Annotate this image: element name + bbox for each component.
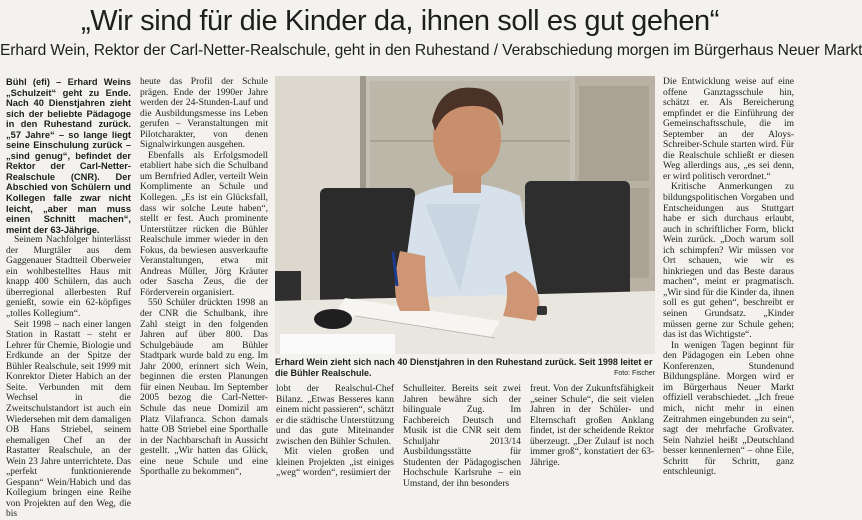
headline: „Wir sind für die Kinder da, ihnen soll es gut gehen“ xyxy=(80,5,720,37)
article-column-5 xyxy=(530,384,654,488)
body-paragraph: Seinem Nachfolger hinterlässt der Murgtäler aus dem Gaggenauer Stadtteil Oberweier ein wohlbestelltes Haus mit knapp 400 Schülern, das auch überregional allerbesten Ruf genießt, sowie ein 62-köpfiges „tolles Kollegium“. xyxy=(6,235,131,320)
body-paragraph: Ebenfalls als Erfolgsmodell etabliert habe sich die Schulband um Bernfried Adler, verteilt Wein Komplimente an Schule und Kollegen. „Es ist ein Glücksfall, dass wir solche Leute haben“, stellt er fest. Auch prominente Unterstützer rücken die Bühler Realschule immer wieder in den Fokus, da bewiesen ausverkaufte Veranstaltungen, etwa mit Andreas Müller, Jörg Kräuter oder Sascha Zeus, die der Förderverein organisiert. xyxy=(140,150,268,298)
body-paragraph: Kritische Anmerkungen zu bildungspolitischen Vorgaben und Entscheidungen aus Stuttgart habe er sich durchaus erlaubt, auch in schriftlicher Form, blickt Wein zurück. „Doch warum soll ich schimpfen? Wir müssen vor Ort schauen, wie wir es hinkriegen und das Beste daraus machen“, meint er pragmatisch. „Wir sind für die Kinder da, ihnen soll es gut gehen“, beschreibt er seinen Grundsatz. „Kinder müssen gerne zur Schule gehen; das ist das Wichtigste“. xyxy=(663,182,794,341)
body-paragraph: 550 Schüler drückten 1998 an der CNR die Schulbank, ihre Zahl steigt in den folgenden Jahren auf über 800. Das Schulgebäude am Bühler Stadtpark wurde bald zu eng. Im Jahr 2000, erinnert sich Wein, beginnen die ersten Planungen für einen Neubau. Im September 2005 bezog die Carl-Netter-Schule das neue Domizil am Platz Vilafranca. Schon damals hatte OB Striebel eine Sporthalle in der Nachbarschaft in Aussicht gestellt. „Wir hatten das Glück, eine neue Schule und eine Sporthalle zu bekommen“, xyxy=(140,298,268,478)
photo-illustration xyxy=(275,76,655,354)
article-column-3 xyxy=(276,384,394,488)
article-column-6 xyxy=(663,77,794,487)
photo-credit: Foto: Fischer xyxy=(614,370,655,377)
body-paragraph: Schulleiter. Bereits seit zwei Jahren bewähre sich der bilinguale Zug. Im Fachbereich Deutsch und Musik ist die CNR seit dem Schuljahr 2013/14 Ausbildungsstätte für Studenten der Pädagogischen Hochschule Karlsruhe – ein Umstand, der ihn besonders xyxy=(403,384,521,489)
body-paragraph: heute das Profil der Schule prägen. Ende der 1990er Jahre werden der 24-Stunden-Lauf und die Ausbildungsmesse ins Leben gerufen – Veranstaltungen mit Pilotcharakter, von denen Signalwirkungen ausgehen. xyxy=(140,77,268,151)
body-paragraph: Die Entwicklung weise auf eine offene Ganztagsschule hin, schätzt er. Als Bereicherung empfindet er die Einführung der Gemeinschaftsschule, die im September an der Aloys-Schreiber-Schule starten wird. Für die Realschule schließt er diesen Weg allerdings aus, „es sei denn, er wird politisch verordnet.“ xyxy=(663,77,794,182)
body-paragraph: Seit 1998 – nach einer langen Station in Rastatt – steht er Lehrer für Chemie, Biologie und Erdkunde an der Spitze der Bühler Realschule, seit 1999 mit Konrektor Dieter Habich an der Seite. Verbunden mit dem Wechsel in die Zweitschulstandort ist auch ein Wiedersehen mit dem damaligen OB Hans Striebel, seinem ehemaligen Chef an der Rastatter Realschule, an der Wein 23 Jahre unterrichtete. Das „perfekt funktionierende Gespann“ Wein/Habich und das Kollegium bringen eine Reihe von Projekten auf den Weg, die bis xyxy=(6,319,131,520)
caption-text: Erhard Wein zieht sich nach 40 Dienstjahren in den Ruhestand zurück. Seit 1998 leitet er die Bühler Realschule. xyxy=(275,357,653,378)
portrait-photo xyxy=(275,76,655,354)
photo-caption xyxy=(275,357,655,379)
article-column-2 xyxy=(140,77,268,487)
article-column-1 xyxy=(6,77,131,520)
body-paragraph: In wenigen Tagen beginnt für den Pädagogen ein Leben ohne Konferenzen, Stundenund Bildungspläne. Morgen wird er im Bürgerhaus Neuer Markt offiziell verabschiedet. „Ich freue mich, nicht mehr in einen Zeitrahmen eingebunden zu sein“, sagt der mehrfache Großvater. Sein Nahziel heißt „Deutschland besser kennenlernen“ – ohne Eile, Schritt für Schritt, ganz entschleunigt. xyxy=(663,340,794,478)
article-column-4 xyxy=(403,384,521,488)
lead-paragraph: Bühl (efi) – Erhard Weins „Schulzeit“ geht zu Ende. Nach 40 Dienstjahren zieht sich der beliebte Pädagoge in den Ruhestand zurück. „57 Jahre“ – so lange liegt seine Einschulung zurück – „sind genug“, befindet der Rektor der Carl-Netter-Realschule (CNR). Der Abschied von Schülern und Kollegen falle zwar nicht leicht, „aber man muss einen Schnitt machen“, meint der 63-Jährige. xyxy=(6,77,131,235)
body-paragraph: freut. Von der Zukunftsfähigkeit „seiner Schule“, die seit vielen Jahren in der Schüler- und Elternschaft großen Anklang findet, ist der scheidende Rektor überzeugt. „Der Zulauf ist noch immer groß“, konstatiert der 63-Jährige. xyxy=(530,384,654,468)
body-paragraph: Mit vielen großen und kleinen Projekten „ist einiges „weg“ worden“, resümiert der xyxy=(276,447,394,479)
body-paragraph: lobt der Realschul-Chef Bilanz. „Etwas Besseres kann einem nicht passieren“, schätzt er die städtische Unterstützung und das gute Miteinander zwischen den Bühler Schulen. xyxy=(276,384,394,447)
subheadline: Erhard Wein, Rektor der Carl-Netter-Realschule, geht in den Ruhestand / Verabschiedung morgen im Bürgerhaus Neuer Markt xyxy=(0,42,862,59)
